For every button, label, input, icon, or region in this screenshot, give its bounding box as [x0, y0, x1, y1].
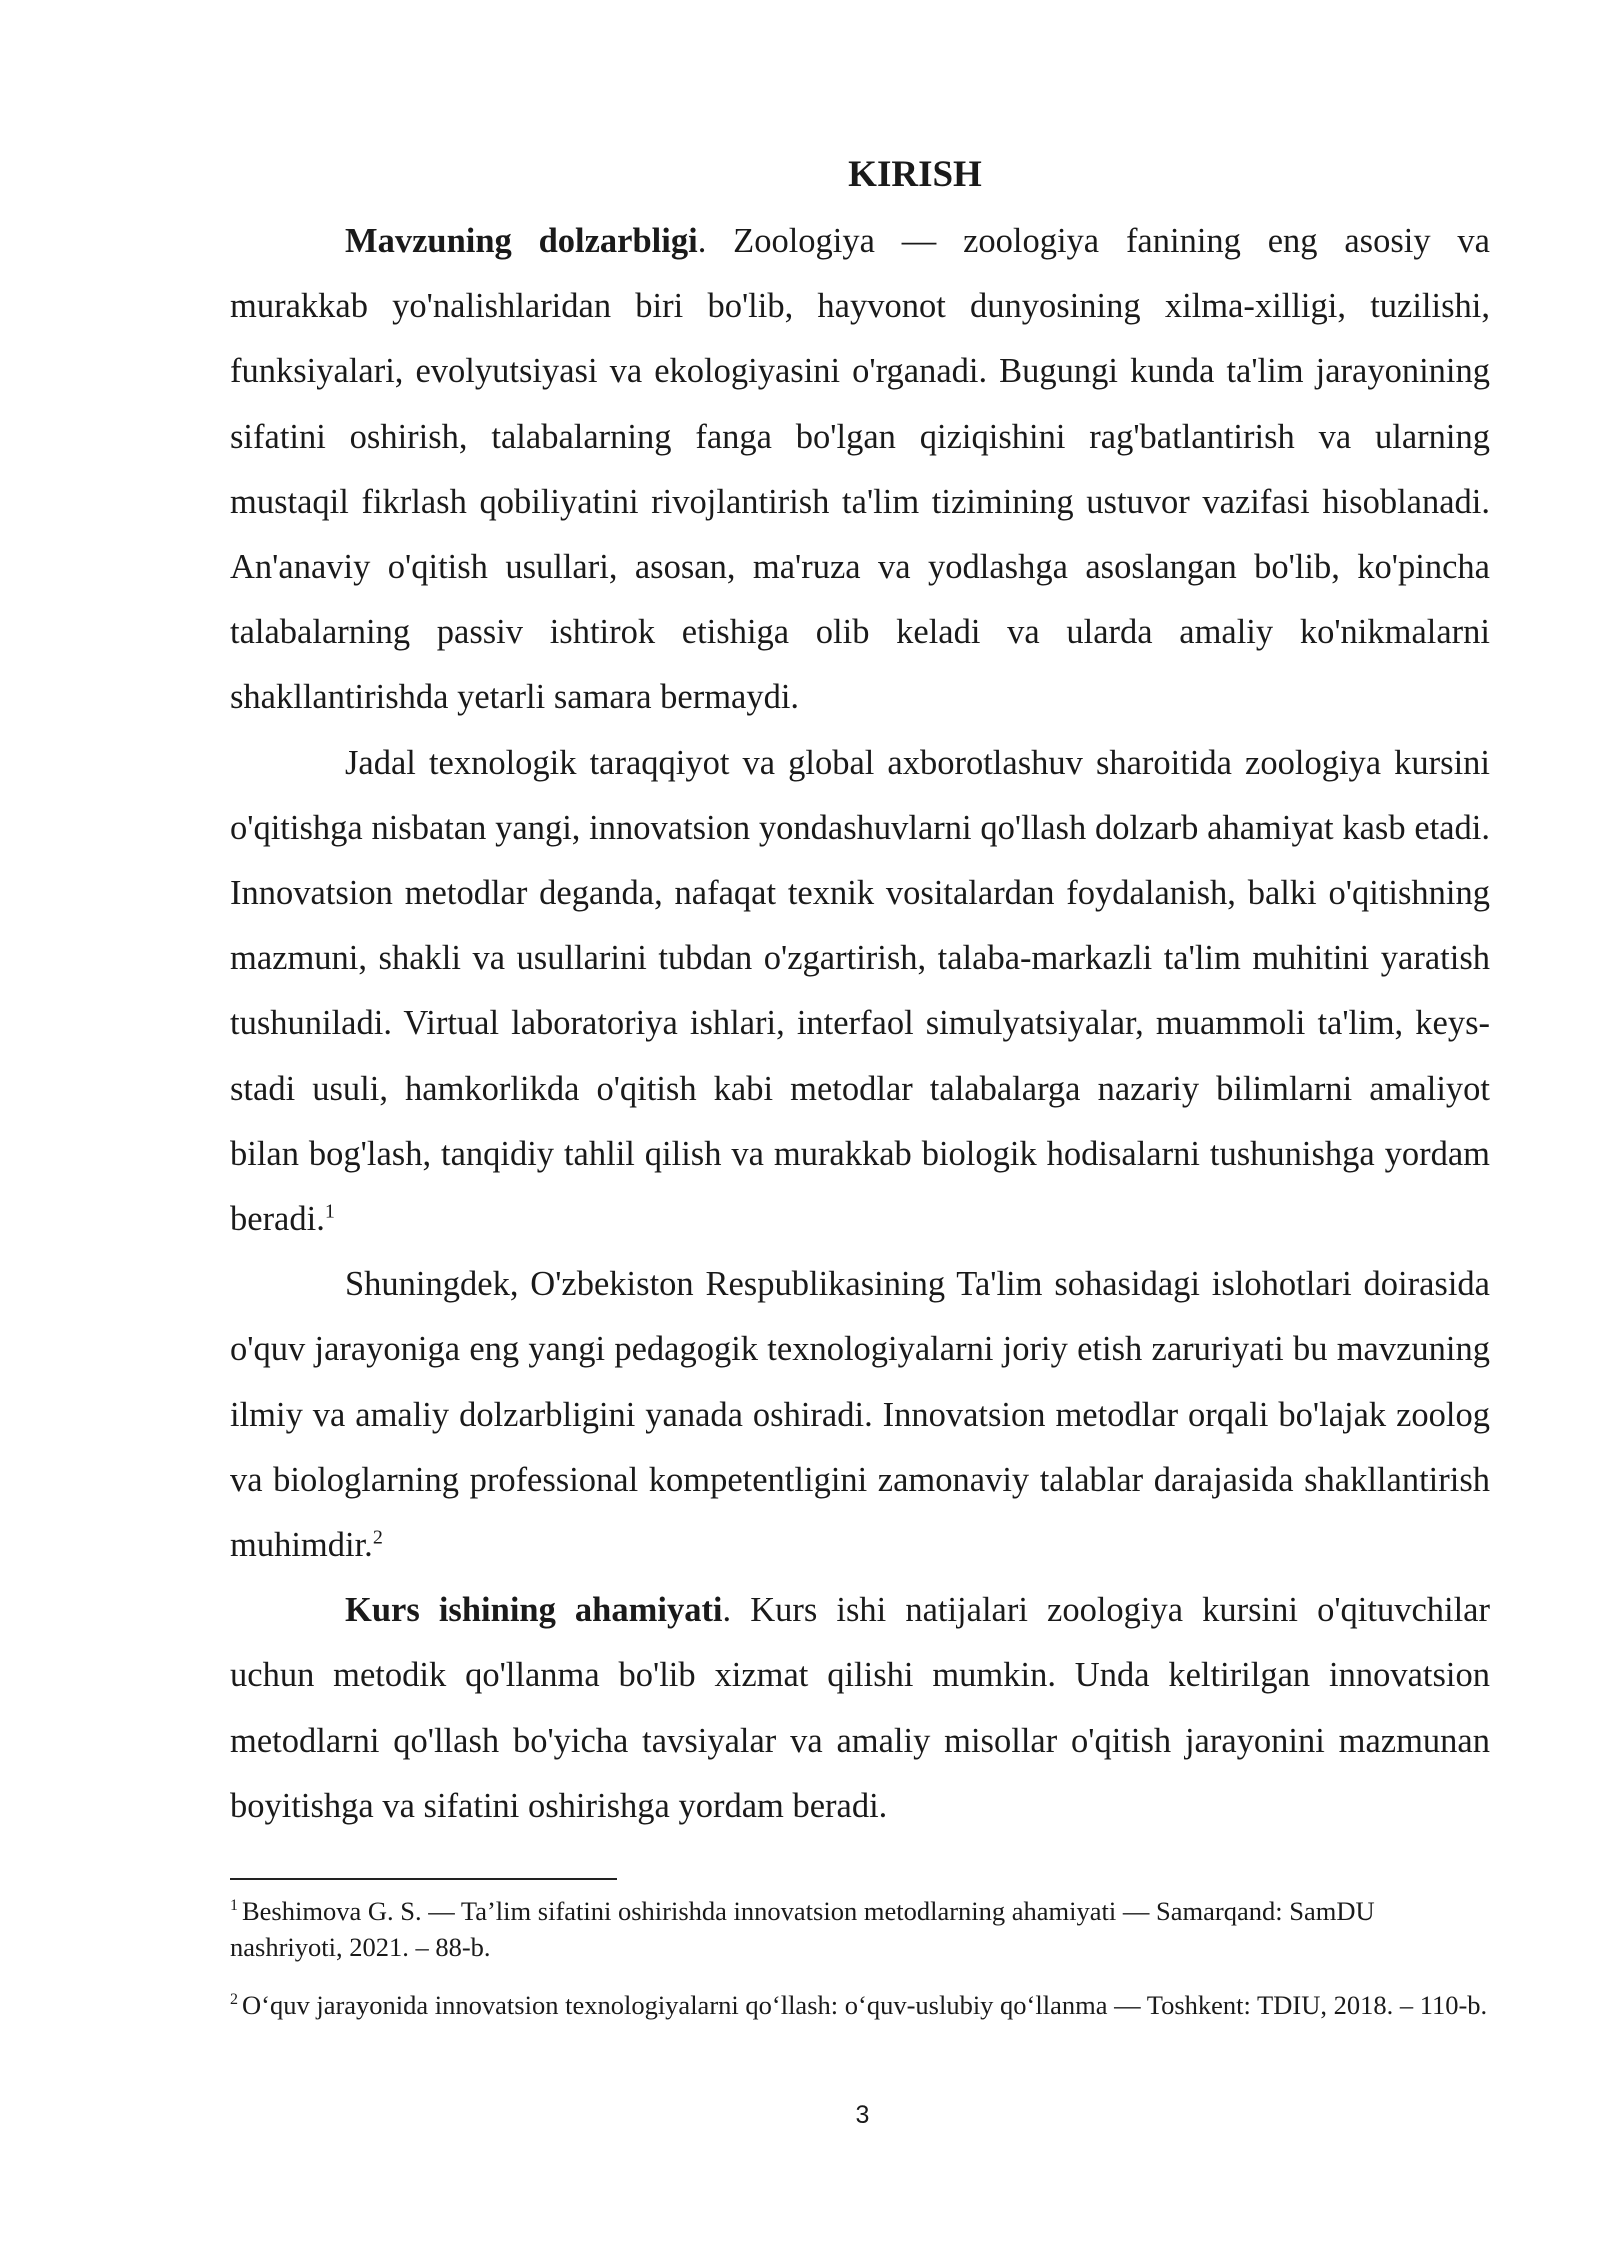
footnote-1 — [230, 1893, 1490, 1965]
footnote-separator — [230, 1878, 617, 1880]
paragraph-text: . Kurs ishi natijalari zoologiya kursini o'qituvchilar uchun metodik qo'llanma bo'lib xizmat qilishi mumkin. Unda keltirilgan innovatsion metodlarni qo'llash bo'yicha tavsiyalar va amaliy misollar o'qitish jarayonini mazmunan boyitishga va sifatini oshirishga yordam beradi. — [230, 1591, 1490, 1825]
footnote-marker: 1 — [230, 1897, 238, 1915]
paragraph-text: . Zoologiya — zoologiya fanining eng asosiy va murakkab yo'nalishlaridan biri bo'lib, hayvonot dunyosining xilma-xilligi, tuzilishi, funksiyalari, evolyutsiyasi va ekologiyasini o'rganadi. Bugungi kunda ta'lim jarayonining sifatini oshirish, talabalarning fanga bo'lgan qiziqishini rag'batlantirish va ularning mustaqil fikrlash qobiliyatini rivojlantirish ta'lim tizimining ustuvor vazifasi hisoblanadi. An'anaviy o'qitish usullari, asosan, ma'ruza va yodlashga asoslangan bo'lib, ko'pincha talabalarning passiv ishtirok etishiga olib keladi va ularda amaliy ko'nikmalarni shakllantirishda yetarli samara bermaydi. — [230, 222, 1490, 717]
paragraph-innovation — [230, 731, 1490, 1253]
paragraph-significance — [230, 1578, 1490, 1839]
paragraph-text: Shuningdek, O'zbekiston Respublikasining Ta'lim sohasidagi islohotlari doirasida o'quv jarayoniga eng yangi pedagogik texnologiyalarni joriy etish zaruriyati bu mavzuning ilmiy va amaliy dolzarbligini yanada oshiradi. Innovatsion metodlar orqali bo'lajak zoolog va biologlarning professional kompetentligini zamonaviy talablar darajasida shakllantirish muhimdir. — [230, 1265, 1490, 1565]
footnote-reference[interactable]: 1 — [324, 1200, 335, 1223]
footnote-reference[interactable]: 2 — [372, 1526, 383, 1549]
footnotes — [230, 1893, 1490, 2045]
paragraph-relevance — [230, 209, 1490, 731]
footnote-2 — [230, 1987, 1490, 2023]
footnote-text: O‘quv jarayonida innovatsion texnologiyalarni qo‘llash: o‘quv-uslubiy qo‘llanma — Toshkent: TDIU, 2018. – 110-b. — [242, 1990, 1488, 2020]
paragraph-text: Jadal texnologik taraqqiyot va global axborotlashuv sharoitida zoologiya kursini o'qitishga nisbatan yangi, innovatsion yondashuvlarni qo'llash dolzarb ahamiyat kasb etadi. Innovatsion metodlar deganda, nafaqat texnik vositalardan foydalanish, balki o'qitishning mazmuni, shakli va usullarini tubdan o'zgartirish, talaba-markazli ta'lim muhitini yaratish tushuniladi. Virtual laboratoriya ishlari, interfaol simulyatsiyalar, muammoli ta'lim, keys-stadi usuli, hamkorlikda o'qitish kabi metodlar talabalarga nazariy bilimlarni amaliyot bilan bog'lash, tanqidiy tahlil qilish va murakkab biologik hodisalarni tushunishga yordam beradi. — [230, 743, 1490, 1239]
body-text — [230, 209, 1490, 1839]
footnote-marker: 2 — [230, 1991, 238, 2009]
paragraph-lead: Mavzuning dolzarbligi — [345, 222, 698, 260]
paragraph-lead: Kurs ishining ahamiyati — [345, 1591, 723, 1630]
page-number: 3 — [855, 2101, 870, 2129]
page-title: KIRISH — [848, 154, 982, 195]
paragraph-reforms — [230, 1252, 1490, 1578]
footnote-text: Beshimova G. S. — Ta’lim sifatini oshirishda innovatsion metodlarning ahamiyati — Samarqand: SamDU nashriyoti, 2021. – 88-b. — [230, 1896, 1375, 1962]
